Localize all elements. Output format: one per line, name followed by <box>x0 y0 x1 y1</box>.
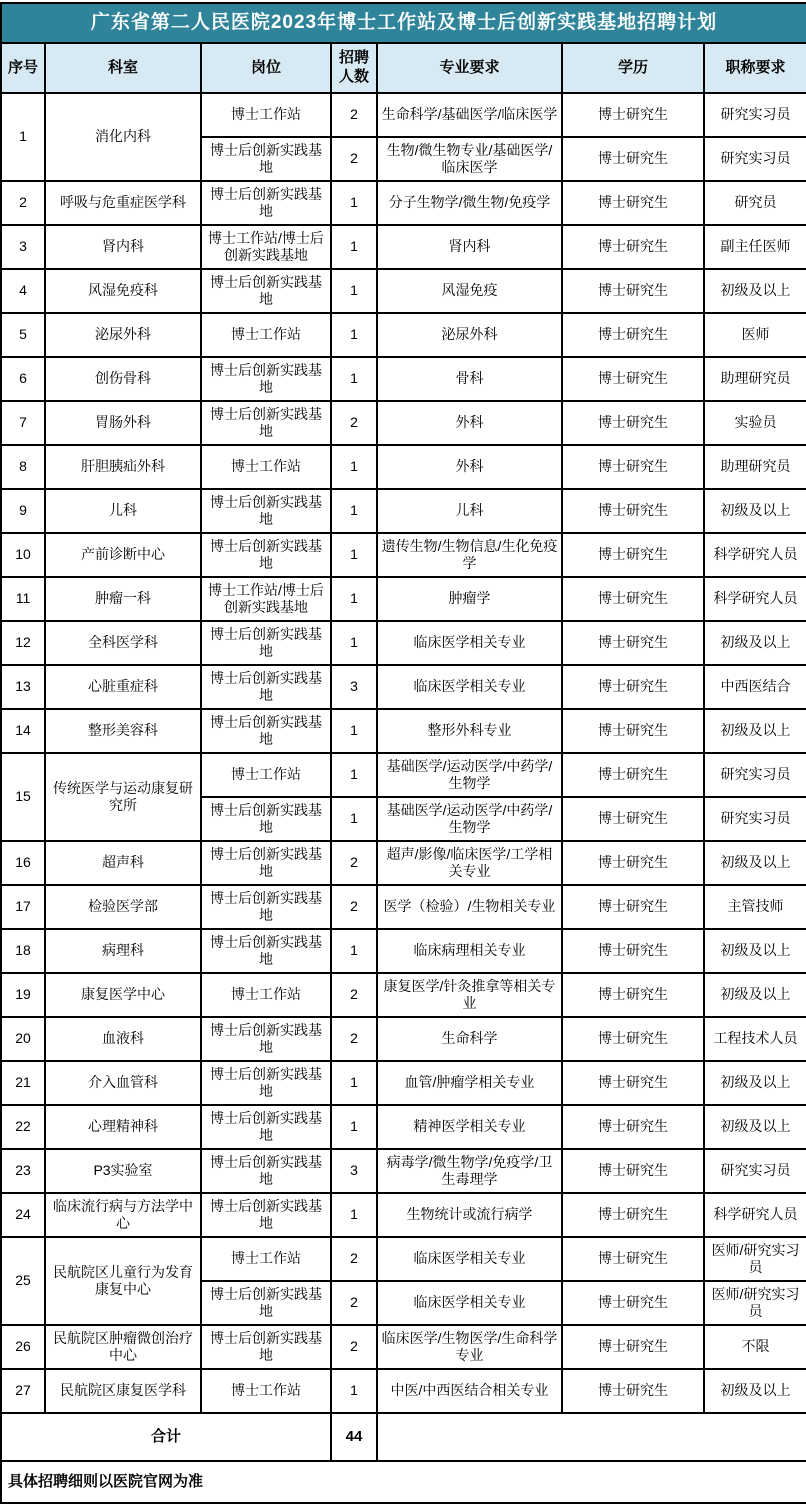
cell-degree: 博士研究生 <box>562 1325 704 1369</box>
cell-degree: 博士研究生 <box>562 445 704 489</box>
cell-post: 博士工作站 <box>201 313 331 357</box>
cell-no: 4 <box>1 269 45 313</box>
cell-count: 1 <box>331 533 377 577</box>
cell-major: 精神医学相关专业 <box>377 1105 562 1149</box>
cell-count: 1 <box>331 181 377 225</box>
cell-dept: 泌尿外科 <box>45 313 201 357</box>
cell-major: 外科 <box>377 445 562 489</box>
cell-title: 初级及以上 <box>704 1061 806 1105</box>
cell-degree: 博士研究生 <box>562 533 704 577</box>
table-row <box>1 357 806 401</box>
column-header-no: 序号 <box>1 43 45 93</box>
table-row <box>1 225 806 269</box>
cell-major: 临床病理相关专业 <box>377 929 562 973</box>
cell-dept: 介入血管科 <box>45 1061 201 1105</box>
cell-title: 初级及以上 <box>704 841 806 885</box>
cell-post: 博士后创新实践基地 <box>201 797 331 841</box>
table-row <box>1 1061 806 1105</box>
table-row <box>1 401 806 445</box>
cell-degree: 博士研究生 <box>562 313 704 357</box>
cell-post: 博士后创新实践基地 <box>201 137 331 181</box>
cell-dept: 肾内科 <box>45 225 201 269</box>
cell-post: 博士后创新实践基地 <box>201 841 331 885</box>
total-row <box>1 1413 806 1461</box>
cell-degree: 博士研究生 <box>562 1017 704 1061</box>
table-body <box>1 93 806 1413</box>
cell-no: 27 <box>1 1369 45 1413</box>
table-row <box>1 1237 806 1281</box>
table-row <box>1 621 806 665</box>
cell-dept: 心理精神科 <box>45 1105 201 1149</box>
cell-post: 博士后创新实践基地 <box>201 401 331 445</box>
cell-dept: 创伤骨科 <box>45 357 201 401</box>
cell-no: 22 <box>1 1105 45 1149</box>
cell-dept: 全科医学科 <box>45 621 201 665</box>
table-row <box>1 533 806 577</box>
cell-degree: 博士研究生 <box>562 841 704 885</box>
column-header-title: 职称要求 <box>704 43 806 93</box>
cell-title: 副主任医师 <box>704 225 806 269</box>
cell-major: 儿科 <box>377 489 562 533</box>
cell-degree: 博士研究生 <box>562 929 704 973</box>
cell-title: 初级及以上 <box>704 1369 806 1413</box>
cell-degree: 博士研究生 <box>562 1193 704 1237</box>
cell-major: 血管/肿瘤学相关专业 <box>377 1061 562 1105</box>
cell-major: 康复医学/针灸推拿等相关专业 <box>377 973 562 1017</box>
cell-major: 生命科学/基础医学/临床医学 <box>377 93 562 137</box>
cell-title: 不限 <box>704 1325 806 1369</box>
cell-no: 3 <box>1 225 45 269</box>
cell-count: 3 <box>331 1149 377 1193</box>
cell-count: 2 <box>331 1017 377 1061</box>
cell-post: 博士后创新实践基地 <box>201 533 331 577</box>
table-row <box>1 577 806 621</box>
cell-title: 科学研究人员 <box>704 577 806 621</box>
cell-degree: 博士研究生 <box>562 621 704 665</box>
cell-dept: 病理科 <box>45 929 201 973</box>
cell-count: 1 <box>331 929 377 973</box>
cell-title: 初级及以上 <box>704 269 806 313</box>
cell-no: 8 <box>1 445 45 489</box>
table-row <box>1 709 806 753</box>
cell-title: 医师 <box>704 313 806 357</box>
cell-post: 博士后创新实践基地 <box>201 1105 331 1149</box>
cell-degree: 博士研究生 <box>562 93 704 137</box>
cell-count: 2 <box>331 973 377 1017</box>
cell-no: 25 <box>1 1237 45 1325</box>
cell-dept: P3实验室 <box>45 1149 201 1193</box>
cell-degree: 博士研究生 <box>562 181 704 225</box>
cell-major: 风湿免疫 <box>377 269 562 313</box>
cell-count: 1 <box>331 1193 377 1237</box>
cell-title: 助理研究员 <box>704 357 806 401</box>
cell-post: 博士工作站 <box>201 445 331 489</box>
cell-major: 外科 <box>377 401 562 445</box>
cell-dept: 康复医学中心 <box>45 973 201 1017</box>
table-row <box>1 1369 806 1413</box>
column-header-major: 专业要求 <box>377 43 562 93</box>
cell-post: 博士后创新实践基地 <box>201 929 331 973</box>
cell-title: 医师/研究实习员 <box>704 1281 806 1325</box>
cell-post: 博士工作站 <box>201 93 331 137</box>
header-row <box>1 43 806 93</box>
cell-count: 1 <box>331 1061 377 1105</box>
cell-count: 1 <box>331 269 377 313</box>
column-header-post: 岗位 <box>201 43 331 93</box>
cell-dept: 民航院区肿瘤微创治疗中心 <box>45 1325 201 1369</box>
cell-title: 主管技师 <box>704 885 806 929</box>
cell-dept: 心脏重症科 <box>45 665 201 709</box>
cell-post: 博士后创新实践基地 <box>201 885 331 929</box>
cell-count: 1 <box>331 313 377 357</box>
cell-title: 初级及以上 <box>704 929 806 973</box>
cell-title: 研究实习员 <box>704 137 806 181</box>
cell-major: 病毒学/微生物学/免疫学/卫生毒理学 <box>377 1149 562 1193</box>
cell-title: 初级及以上 <box>704 621 806 665</box>
cell-no: 19 <box>1 973 45 1017</box>
cell-count: 1 <box>331 797 377 841</box>
cell-count: 1 <box>331 753 377 797</box>
cell-count: 2 <box>331 1237 377 1281</box>
cell-major: 肿瘤学 <box>377 577 562 621</box>
cell-no: 17 <box>1 885 45 929</box>
cell-post: 博士后创新实践基地 <box>201 489 331 533</box>
cell-dept: 民航院区康复医学科 <box>45 1369 201 1413</box>
cell-no: 10 <box>1 533 45 577</box>
cell-degree: 博士研究生 <box>562 577 704 621</box>
cell-major: 中医/中西医结合相关专业 <box>377 1369 562 1413</box>
cell-dept: 民航院区儿童行为发育康复中心 <box>45 1237 201 1325</box>
cell-post: 博士后创新实践基地 <box>201 1281 331 1325</box>
cell-dept: 消化内科 <box>45 93 201 181</box>
cell-title: 研究实习员 <box>704 753 806 797</box>
table-row <box>1 313 806 357</box>
cell-count: 1 <box>331 357 377 401</box>
cell-post: 博士后创新实践基地 <box>201 1017 331 1061</box>
table-row <box>1 1105 806 1149</box>
cell-no: 15 <box>1 753 45 841</box>
cell-dept: 血液科 <box>45 1017 201 1061</box>
cell-major: 临床医学相关专业 <box>377 621 562 665</box>
cell-major: 遗传生物/生物信息/生化免疫学 <box>377 533 562 577</box>
total-count: 44 <box>331 1413 377 1461</box>
cell-title: 初级及以上 <box>704 1105 806 1149</box>
cell-title: 科学研究人员 <box>704 1193 806 1237</box>
cell-title: 研究员 <box>704 181 806 225</box>
cell-major: 分子生物学/微生物/免疫学 <box>377 181 562 225</box>
table-row <box>1 1193 806 1237</box>
column-header-dept: 科室 <box>45 43 201 93</box>
recruitment-table <box>0 2 806 1504</box>
cell-title: 初级及以上 <box>704 489 806 533</box>
column-header-count: 招聘人数 <box>331 43 377 93</box>
cell-no: 1 <box>1 93 45 181</box>
cell-count: 2 <box>331 1281 377 1325</box>
cell-title: 工程技术人员 <box>704 1017 806 1061</box>
cell-degree: 博士研究生 <box>562 489 704 533</box>
cell-title: 助理研究员 <box>704 445 806 489</box>
cell-count: 1 <box>331 1105 377 1149</box>
table-row <box>1 93 806 137</box>
cell-post: 博士后创新实践基地 <box>201 1061 331 1105</box>
cell-dept: 肿瘤一科 <box>45 577 201 621</box>
cell-title: 研究实习员 <box>704 797 806 841</box>
cell-dept: 儿科 <box>45 489 201 533</box>
cell-no: 5 <box>1 313 45 357</box>
cell-major: 肾内科 <box>377 225 562 269</box>
cell-count: 1 <box>331 225 377 269</box>
cell-count: 3 <box>331 665 377 709</box>
cell-degree: 博士研究生 <box>562 269 704 313</box>
cell-dept: 产前诊断中心 <box>45 533 201 577</box>
cell-no: 23 <box>1 1149 45 1193</box>
page-title: 广东省第二人民医院2023年博士工作站及博士后创新实践基地招聘计划 <box>1 3 806 43</box>
table-row <box>1 445 806 489</box>
cell-post: 博士后创新实践基地 <box>201 181 331 225</box>
cell-no: 13 <box>1 665 45 709</box>
cell-dept: 胃肠外科 <box>45 401 201 445</box>
table-row <box>1 181 806 225</box>
table-row <box>1 269 806 313</box>
cell-count: 2 <box>331 885 377 929</box>
cell-degree: 博士研究生 <box>562 401 704 445</box>
cell-count: 1 <box>331 621 377 665</box>
cell-post: 博士工作站/博士后创新实践基地 <box>201 225 331 269</box>
cell-title: 初级及以上 <box>704 709 806 753</box>
table-row <box>1 885 806 929</box>
cell-degree: 博士研究生 <box>562 797 704 841</box>
cell-no: 16 <box>1 841 45 885</box>
cell-post: 博士后创新实践基地 <box>201 1149 331 1193</box>
cell-post: 博士后创新实践基地 <box>201 1193 331 1237</box>
cell-degree: 博士研究生 <box>562 753 704 797</box>
cell-dept: 整形美容科 <box>45 709 201 753</box>
cell-count: 1 <box>331 709 377 753</box>
cell-major: 临床医学相关专业 <box>377 665 562 709</box>
cell-major: 骨科 <box>377 357 562 401</box>
cell-major: 生命科学 <box>377 1017 562 1061</box>
cell-major: 生物统计或流行病学 <box>377 1193 562 1237</box>
cell-title: 初级及以上 <box>704 973 806 1017</box>
cell-post: 博士工作站 <box>201 1369 331 1413</box>
cell-count: 2 <box>331 401 377 445</box>
cell-major: 临床医学相关专业 <box>377 1237 562 1281</box>
cell-no: 14 <box>1 709 45 753</box>
cell-degree: 博士研究生 <box>562 1281 704 1325</box>
cell-post: 博士工作站 <box>201 1237 331 1281</box>
cell-dept: 检验医学部 <box>45 885 201 929</box>
cell-no: 21 <box>1 1061 45 1105</box>
total-label: 合计 <box>1 1413 331 1461</box>
cell-degree: 博士研究生 <box>562 1369 704 1413</box>
cell-count: 1 <box>331 445 377 489</box>
table-row <box>1 1325 806 1369</box>
cell-count: 2 <box>331 137 377 181</box>
cell-dept: 临床流行病与方法学中心 <box>45 1193 201 1237</box>
cell-degree: 博士研究生 <box>562 973 704 1017</box>
cell-post: 博士工作站/博士后创新实践基地 <box>201 577 331 621</box>
cell-major: 超声/影像/临床医学/工学相关专业 <box>377 841 562 885</box>
cell-post: 博士后创新实践基地 <box>201 1325 331 1369</box>
footer-row <box>1 1461 806 1503</box>
table-row <box>1 973 806 1017</box>
table-row <box>1 1149 806 1193</box>
cell-no: 12 <box>1 621 45 665</box>
total-empty-cell <box>377 1413 806 1461</box>
cell-post: 博士后创新实践基地 <box>201 269 331 313</box>
cell-degree: 博士研究生 <box>562 885 704 929</box>
cell-post: 博士后创新实践基地 <box>201 709 331 753</box>
cell-title: 中西医结合 <box>704 665 806 709</box>
cell-title: 研究实习员 <box>704 1149 806 1193</box>
cell-major: 基础医学/运动医学/中药学/生物学 <box>377 753 562 797</box>
cell-dept: 超声科 <box>45 841 201 885</box>
cell-post: 博士后创新实践基地 <box>201 665 331 709</box>
cell-count: 2 <box>331 93 377 137</box>
cell-count: 1 <box>331 489 377 533</box>
cell-title: 科学研究人员 <box>704 533 806 577</box>
table-row <box>1 489 806 533</box>
cell-major: 医学（检验）/生物相关专业 <box>377 885 562 929</box>
cell-post: 博士后创新实践基地 <box>201 357 331 401</box>
cell-title: 研究实习员 <box>704 93 806 137</box>
cell-no: 7 <box>1 401 45 445</box>
title-row <box>1 3 806 43</box>
cell-major: 临床医学相关专业 <box>377 1281 562 1325</box>
cell-post: 博士工作站 <box>201 973 331 1017</box>
table-row <box>1 841 806 885</box>
column-header-degree: 学历 <box>562 43 704 93</box>
cell-major: 生物/微生物专业/基础医学/临床医学 <box>377 137 562 181</box>
cell-dept: 肝胆胰疝外科 <box>45 445 201 489</box>
cell-degree: 博士研究生 <box>562 1149 704 1193</box>
cell-no: 18 <box>1 929 45 973</box>
cell-no: 20 <box>1 1017 45 1061</box>
cell-degree: 博士研究生 <box>562 137 704 181</box>
cell-title: 医师/研究实习员 <box>704 1237 806 1281</box>
cell-degree: 博士研究生 <box>562 1237 704 1281</box>
cell-count: 1 <box>331 1369 377 1413</box>
cell-degree: 博士研究生 <box>562 225 704 269</box>
cell-count: 2 <box>331 841 377 885</box>
cell-major: 泌尿外科 <box>377 313 562 357</box>
cell-major: 基础医学/运动医学/中药学/生物学 <box>377 797 562 841</box>
cell-post: 博士后创新实践基地 <box>201 621 331 665</box>
cell-no: 9 <box>1 489 45 533</box>
cell-degree: 博士研究生 <box>562 709 704 753</box>
cell-no: 2 <box>1 181 45 225</box>
cell-major: 临床医学/生物医学/生命科学专业 <box>377 1325 562 1369</box>
table-row <box>1 929 806 973</box>
cell-title: 实验员 <box>704 401 806 445</box>
table-row <box>1 665 806 709</box>
cell-dept: 传统医学与运动康复研究所 <box>45 753 201 841</box>
cell-degree: 博士研究生 <box>562 357 704 401</box>
cell-no: 6 <box>1 357 45 401</box>
cell-dept: 呼吸与危重症医学科 <box>45 181 201 225</box>
cell-degree: 博士研究生 <box>562 1061 704 1105</box>
table-row <box>1 1017 806 1061</box>
cell-count: 1 <box>331 577 377 621</box>
cell-no: 26 <box>1 1325 45 1369</box>
cell-no: 24 <box>1 1193 45 1237</box>
cell-degree: 博士研究生 <box>562 1105 704 1149</box>
cell-no: 11 <box>1 577 45 621</box>
cell-degree: 博士研究生 <box>562 665 704 709</box>
cell-count: 2 <box>331 1325 377 1369</box>
cell-major: 整形外科专业 <box>377 709 562 753</box>
cell-post: 博士工作站 <box>201 753 331 797</box>
cell-dept: 风湿免疫科 <box>45 269 201 313</box>
footer-note: 具体招聘细则以医院官网为准 <box>1 1461 806 1503</box>
table-row <box>1 753 806 797</box>
